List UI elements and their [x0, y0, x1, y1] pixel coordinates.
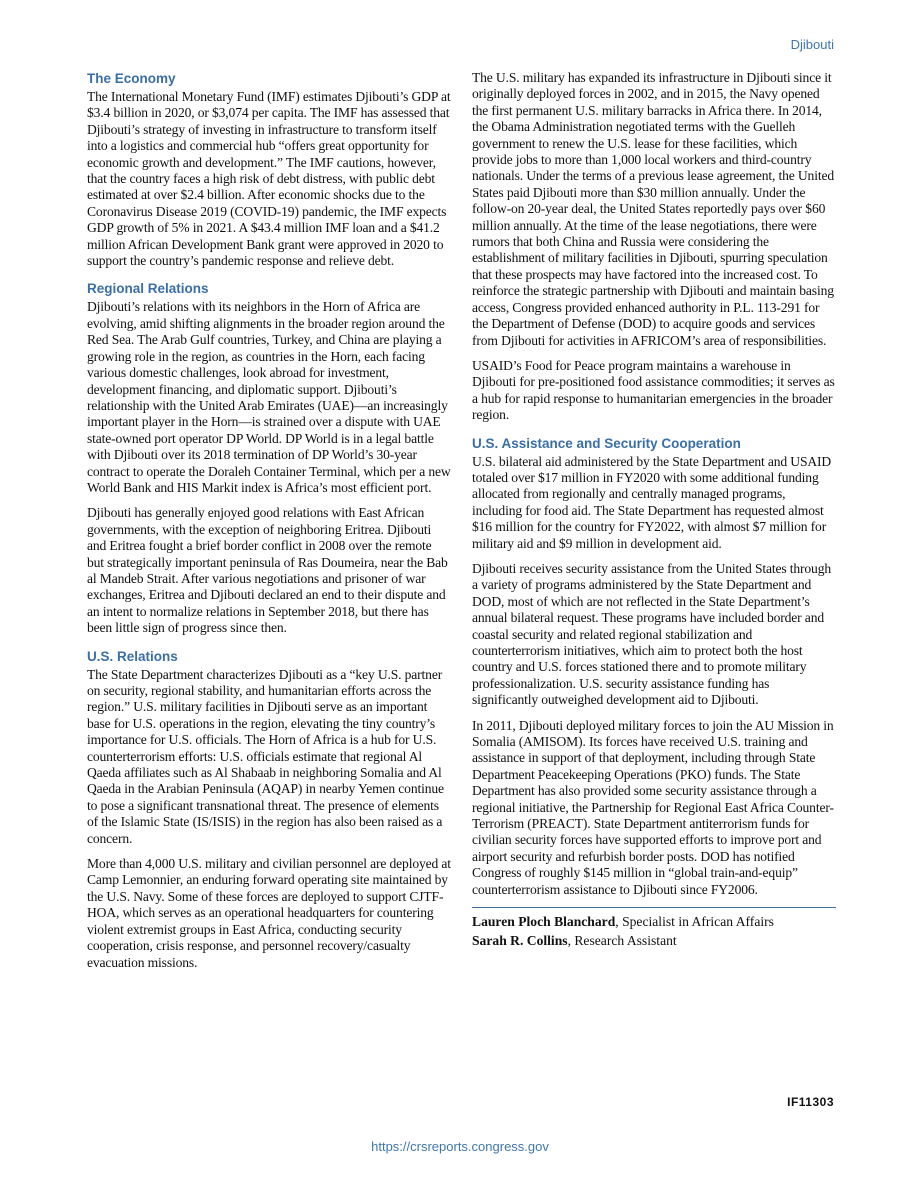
us-relations-paragraph-2: More than 4,000 U.S. military and civilian personnel are deployed at Camp Lemonnier, an enduring forward operating site maintained by the U.S. Navy. Some of these forces are deployed to support CJTF-HOA, which serves as an operational headquarters for countering violent extremist groups in East Africa, conducting security cooperation, crisis response, and personnel recovery/casualty evacuation missions. — [87, 856, 451, 970]
assistance-paragraph-3: In 2011, Djibouti deployed military forces to join the AU Mission in Somalia (AMISOM). Its forces have received U.S. training and assistance in support of that deployment, including through State Department Peacekeeping Operations (PKO) funds. The State Department has also provided some security assistance through a regional initiative, the Partnership for Regional East Africa Counter-Terrorism (PREACT). State Department antiterrorism funds for civilian security forces have supported efforts to improve port and airport security and refurbish border posts. DOD has notified Congress of roughly $145 million in “global train-and-equip” counterterrorism assistance to Djibouti since FY2006. — [472, 717, 834, 897]
military-infrastructure-paragraph: The U.S. military has expanded its infrastructure in Djibouti since it originally deployed forces in 2002, and in 2015, the Navy opened the first permanent U.S. military barracks in Africa there. In 2014, the Obama Administration negotiated terms with the Guelleh government to renew the U.S. lease for these facilities, which provide jobs to more than 1,000 local workers and third-country nationals. Under the terms of a previous lease agreement, the United States paid Djibouti more than $30 million annually. Under the follow-on 20-year deal, the United States reportedly pays over $60 million annually. At the time of the lease negotiations, there were rumors that both China and Russia were considering the establishment of military facilities in Djibouti, spurring speculation that these prospects may have factored into the increased cost. To reinforce the strategic partnership with Djibouti and maintain basing access, Congress provided enhanced authority in P.L. 113-291 for the Department of Defense (DOD) to acquire goods and services from Djibouti for activities in AFRICOM’s area of responsibilities. — [472, 70, 834, 348]
right-column — [472, 70, 836, 950]
assistance-heading: U.S. Assistance and Security Cooperation — [472, 435, 741, 451]
us-relations-heading: U.S. Relations — [87, 648, 178, 664]
assistance-paragraph-2: Djibouti receives security assistance from the United States through a variety of programs administered by the State Department and DOD, most of which are not reflected in the State Department’s annual bilateral request. These programs have included border and coastal security and related regional stabilization and counterterrorism initiatives, which aim to protect both the host country and U.S. forces stationed there and to promote military professionalization. U.S. security assistance funding has significantly outweighed development aid to Djibouti. — [472, 560, 832, 708]
us-relations-paragraph-1: The State Department characterizes Djibouti as a “key U.S. partner on security, regional stability, and humanitarian efforts across the region.” U.S. military facilities in Djibouti serve as an important base for U.S. operations in the region, elevating the tiny country’s importance for U.S. officials. The Horn of Africa is a hub for U.S. counterterrorism efforts: U.S. officials estimate that regional Al Qaeda affiliates such as Al Shabaab in neighboring Somalia and Al Qaeda in the Arabian Peninsula (AQAP) in nearby Yemen continue to pose a significant transnational threat. The presence of elements of the Islamic State (IS/ISIS) in the region has also been raised as a concern. — [87, 666, 444, 846]
left-column — [87, 70, 451, 971]
author-name: Sarah R. Collins — [472, 933, 568, 949]
assistance-paragraph-1: U.S. bilateral aid administered by the State Department and USAID totaled over $17 million in FY2020 with some additional funding allocated from regionally and centrally managed programs, including for food aid. The State Department has requested almost $16 million for the country for FY2022, with almost $7 million for military aid and $9 million in development aid. — [472, 453, 832, 551]
regional-relations-paragraph-1: Djibouti’s relations with its neighbors in the Horn of Africa are evolving, amid shifting alignments in the broader region around the Red Sea. The Arab Gulf countries, Turkey, and China are playing a growing role in the region, as countries in the Horn, each facing various domestic challenges, look abroad for investment, development financing, and diplomatic support. Djibouti’s relationship with the United Arab Emirates (UAE)—an increasingly important player in the Horn—is strained over a dispute with UAE state-owned port operator DP World. DP World is in a legal battle with Djibouti over its 2018 termination of DP World’s 30-year contract to operate the Doraleh Container Terminal, which per a new World Bank and HIS Markit index is Africa’s most efficient port. — [87, 299, 451, 495]
product-id: IF11303 — [787, 1095, 834, 1109]
economy-heading: The Economy — [87, 71, 176, 86]
author-block — [472, 907, 836, 950]
regional-relations-heading: Regional Relations — [87, 281, 209, 297]
author-line — [472, 931, 836, 950]
usaid-paragraph: USAID’s Food for Peace program maintains a warehouse in Djibouti for pre-positioned food assistance commodities; it serves as a hub for rapid response to humanitarian emergencies in the broader region. — [472, 357, 835, 423]
author-title: , Research Assistant — [567, 933, 677, 949]
author-title: , Specialist in African Affairs — [615, 914, 774, 930]
author-name: Lauren Ploch Blanchard — [472, 914, 616, 930]
footer-link[interactable]: https://crsreports.congress.gov — [371, 1139, 549, 1154]
running-header-country: Djibouti — [790, 37, 834, 52]
regional-relations-paragraph-2: Djibouti has generally enjoyed good relations with East African governments, with the exception of neighboring Eritrea. Djibouti and Eritrea fought a brief border conflict in 2008 over the remote but strategically important peninsula of Ras Doumeira, near the Bab al Mandeb Strait. After various negotiations and prisoner of war exchanges, Eritrea and Djibouti declared an end to their dispute and an intent to normalize relations in September 2018, but there has been little sign of progress since then. — [87, 505, 448, 636]
economy-paragraph: The International Monetary Fund (IMF) estimates Djibouti’s GDP at $3.4 billion in 2020, or $3,074 per capita. The IMF has assessed that Djibouti’s strategy of investing in infrastructure to transform itself into a logistics and commercial hub “offers great opportunity for economic growth and development.” The IMF cautions, however, that the country faces a high risk of debt distress, with public debt estimated at over $2.4 billion. After economic shocks due to the Coronavirus Disease 2019 (COVID-19) pandemic, the IMF expects GDP growth of 5% in 2021. A $43.4 million IMF loan and a $41.2 million African Development Bank grant were approved in 2020 to support the country’s pandemic response and relieve debt. — [87, 89, 451, 269]
author-line — [472, 912, 836, 931]
